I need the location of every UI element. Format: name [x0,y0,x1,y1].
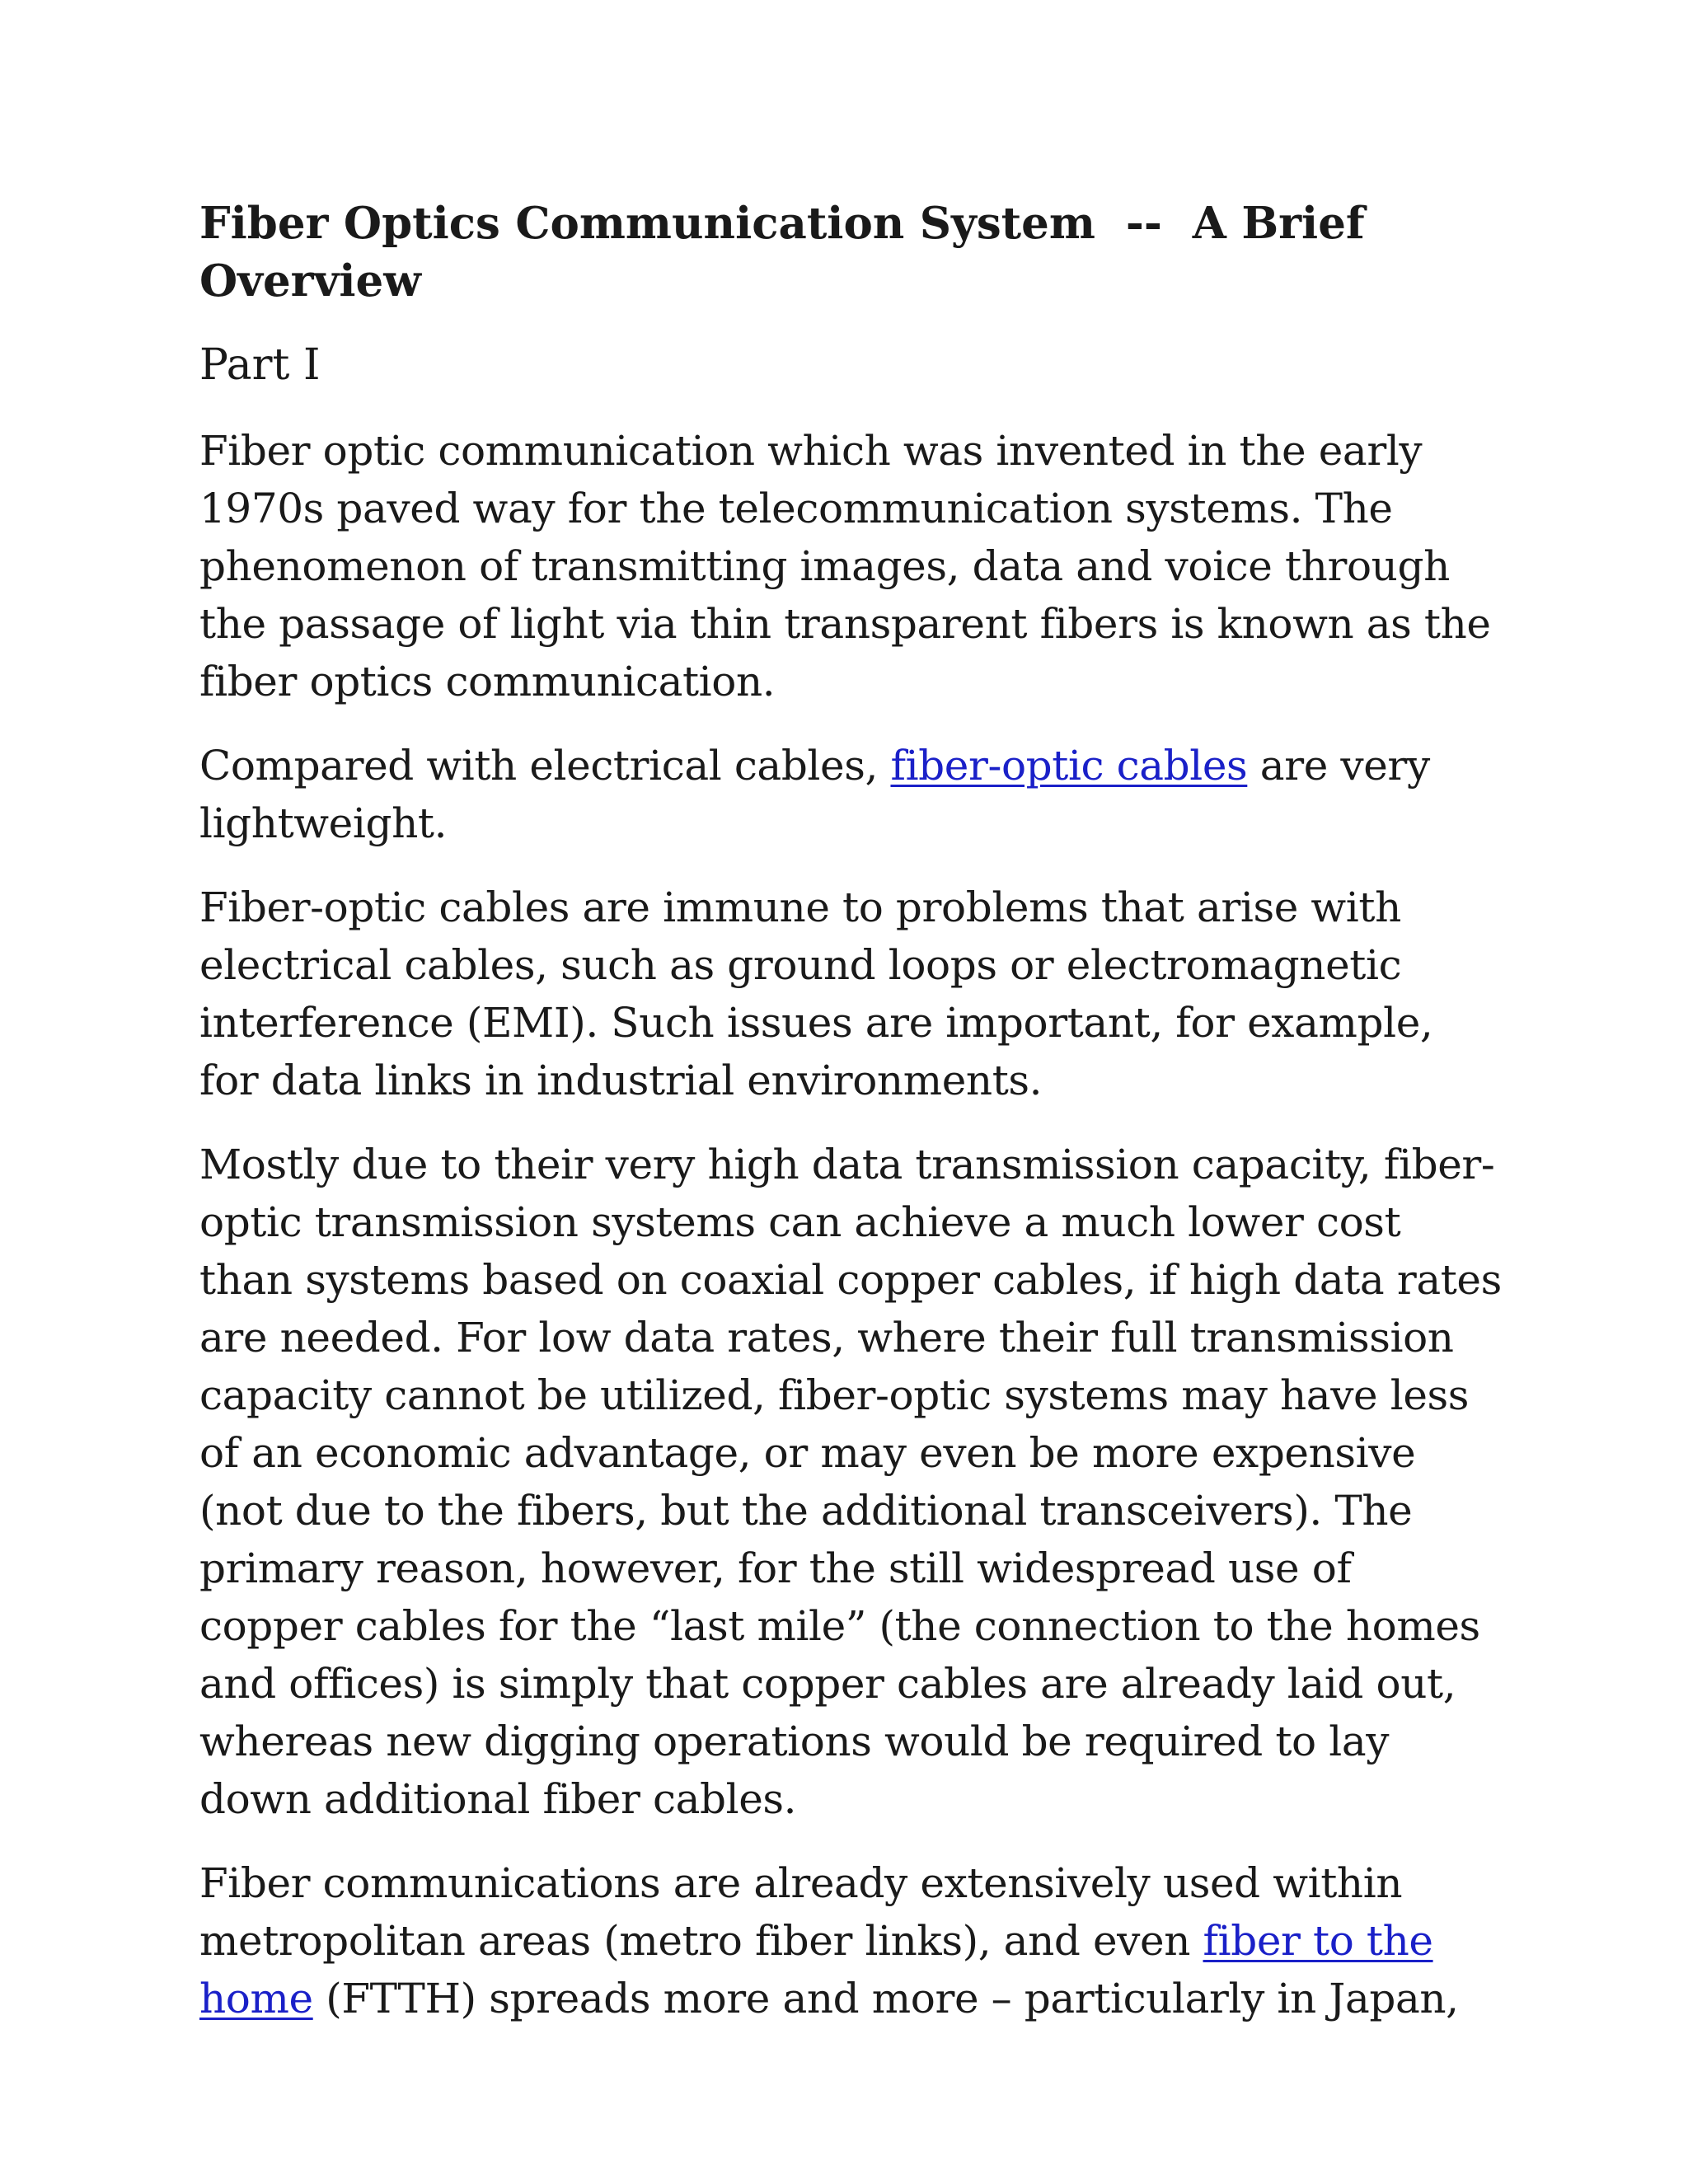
paragraph-intro: Fiber optic communication which was invented in the early 1970s paved way for the telecommunication systems. The phenomenon of transmitting images, data and voice through the passage of light via thin transparent fibers is known as the fiber optics communication. [199,427,1491,705]
paragraph-metro [199,1854,1502,2027]
paragraph-text: Fiber communications are already extensively used within metropolitan areas (metro fiber links), and even [199,1859,1403,1965]
paragraph-text: Compared with electrical cables, [199,742,891,790]
fiber-optic-cables-link[interactable]: fiber-optic cables [890,742,1248,790]
part-heading: Part I [199,340,321,390]
document-page [199,194,1502,2054]
paragraph-cost: Mostly due to their very high data transmission capacity, fiber-optic transmission systems can achieve a much lower cost than systems based on coaxial copper cables, if high data rates are needed. For low data rates, where their full transmission capacity cannot be utilized, fiber-optic systems may have less of an economic advantage, or may even be more expensive (not due to the fibers, but the additional transceivers). The primary reason, however, for the still widespread use of copper cables for the “last mile” (the connection to the homes and offices) is simply that copper cables are already laid out, whereas new digging operations would be required to lay down additional fiber cables. [199,1141,1502,1823]
fiber-to-the-home-link[interactable]: fiber to the home [199,1917,1433,2022]
paragraph-lightweight [199,737,1502,852]
paragraph-text: (FTTH) spreads more and more – particularly in Japan, [312,1975,1459,2022]
document-title: Fiber Optics Communication System -- A Brief Overview [199,198,1381,307]
paragraph-immunity: Fiber-optic cables are immune to problems that arise with electrical cables, such as ground loops or electromagnetic interference (EMI). Such issues are important, for example, for data links in industrial environments. [199,883,1433,1104]
paragraph-text: are very lightweight. [199,742,1430,847]
